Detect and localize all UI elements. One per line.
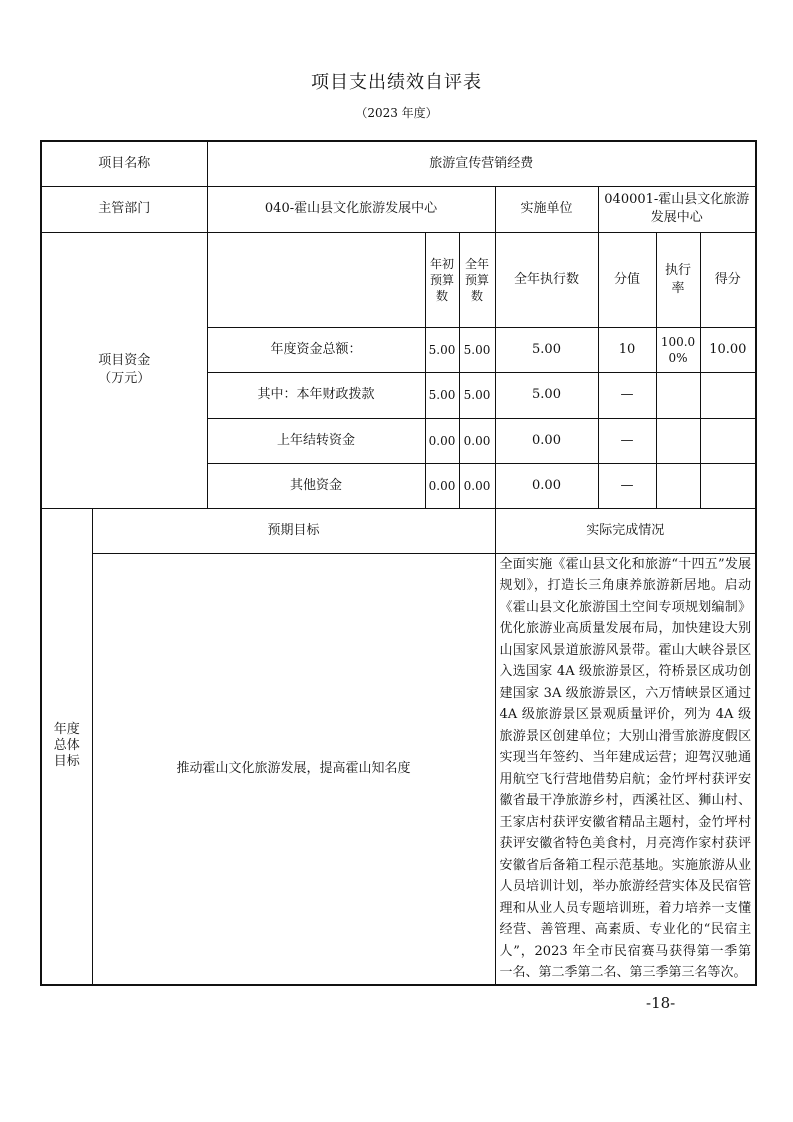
funds-annual: 0.00 <box>459 418 495 463</box>
expected-goal-header: 预期目标 <box>92 508 495 553</box>
funds-rate <box>656 418 700 463</box>
document-subtitle: （2023 年度） <box>355 106 438 120</box>
funds-score <box>700 418 756 463</box>
funds-row-label: 其中：本年财政拨款 <box>207 372 425 418</box>
funds-annual: 0.00 <box>459 463 495 508</box>
funds-row-label: 上年结转资金 <box>207 418 425 463</box>
department-value: 040-霍山县文化旅游发展中心 <box>207 186 495 232</box>
funds-executed: 0.00 <box>495 463 598 508</box>
project-name-row <box>41 141 756 186</box>
funds-rate <box>656 372 700 418</box>
header-execution-rate-text: 执行率 <box>665 262 692 296</box>
implementing-unit-label: 实施单位 <box>495 186 598 232</box>
funds-rate <box>656 463 700 508</box>
project-name-value: 旅游宣传营销经费 <box>207 141 756 186</box>
funds-executed: 5.00 <box>495 327 598 372</box>
header-annual-budget: 全年预算数 <box>459 232 495 327</box>
goals-header-row <box>41 508 756 553</box>
header-annual-executed: 全年执行数 <box>495 232 598 327</box>
funds-row-label: 年度资金总额： <box>207 327 425 372</box>
page-number: -18- <box>646 994 676 1012</box>
funds-row-label: 其他资金 <box>207 463 425 508</box>
department-row <box>41 186 756 232</box>
funds-rate: 100.00% <box>656 327 700 372</box>
header-score: 得分 <box>700 232 756 327</box>
funds-score-value: — <box>598 463 656 508</box>
goals-content-row <box>41 553 756 985</box>
department-label: 主管部门 <box>41 186 207 232</box>
funds-annual: 5.00 <box>459 372 495 418</box>
funds-section-label <box>41 232 207 508</box>
expected-goal-text: 推动霍山文化旅游发展，提高霍山知名度 <box>92 553 495 985</box>
funds-score <box>700 463 756 508</box>
funds-score <box>700 372 756 418</box>
funds-initial: 5.00 <box>425 372 459 418</box>
funds-score-value: — <box>598 372 656 418</box>
implementing-unit-value: 040001-霍山县文化旅游发展中心 <box>598 186 756 232</box>
funds-initial: 0.00 <box>425 463 459 508</box>
project-name-label: 项目名称 <box>41 141 207 186</box>
funds-score-value: — <box>598 418 656 463</box>
funds-executed: 0.00 <box>495 418 598 463</box>
funds-initial: 5.00 <box>425 327 459 372</box>
funds-score-value: 10 <box>598 327 656 372</box>
funds-header-row <box>41 232 756 327</box>
header-execution-rate <box>656 232 700 327</box>
header-initial-budget: 年初预算数 <box>425 232 459 327</box>
funds-annual: 5.00 <box>459 327 495 372</box>
document-title: 项目支出绩效自评表 <box>311 72 482 93</box>
funds-section-label-text: 项目资金（万元） <box>98 353 151 386</box>
actual-completion-text: 全面实施《霍山县文化和旅游“十四五”发展规划》，打造长三角康养旅游新居地。启动《霍山县文化旅游国土空间专项规划编制》优化旅游业高质量发展布局，加快建设大别山国家风景道旅游风景带。霍山大峡谷景区入选国家 4A 级旅游景区，符桥景区成功创建国家 3A 级旅游景区，六万情峡景区通过 4A 级旅游景区景观质量评价，列为 4A 级旅游景区创建单位；大别山滑雪旅游度假区实现当年签约、当年建成运营；迎驾汉驰通用航空飞行营地借势启航；金竹坪村获评安徽省最干净旅游乡村，西溪社区、狮山村、王家店村获评安徽省精品主题村，金竹坪村获评安徽省特色美食村，月亮湾作家村获评安徽省后备箱工程示范基地。实施旅游从业人员培训计划，举办旅游经营实体及民宿管理和从业人员专题培训班，着力培养一支懂经营、善管理、高素质、专业化的“民宿主人”，2023 年全市民宿赛马获得第一季第一名、第二季第二名、第三季第三名等次。 <box>495 553 756 985</box>
performance-table <box>40 140 757 986</box>
actual-completion-header: 实际完成情况 <box>495 508 756 553</box>
header-score-value: 分值 <box>598 232 656 327</box>
funds-initial: 0.00 <box>425 418 459 463</box>
goals-section-label: 年度总体目标 <box>41 508 92 985</box>
funds-header-blank <box>207 232 425 327</box>
funds-executed: 5.00 <box>495 372 598 418</box>
funds-score: 10.00 <box>700 327 756 372</box>
